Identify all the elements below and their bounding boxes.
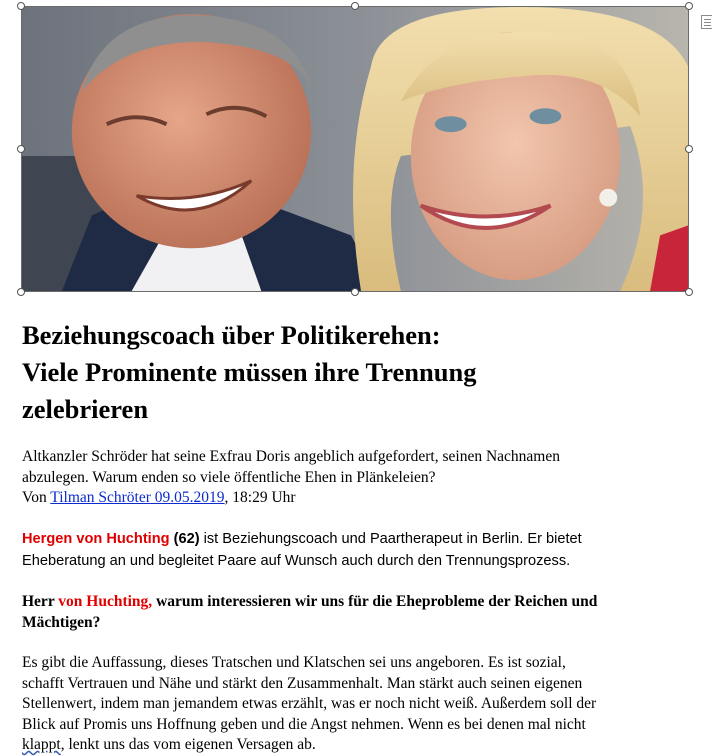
article-lead: [22, 447, 692, 488]
answer-line: , lenkt uns das vom eigenen Versagen ab.: [60, 736, 316, 753]
lead-line: abzulegen. Warum enden so viele öffentliche Ehen in Plänkeleien?: [22, 468, 436, 486]
intro-text: Eheberatung an und begleitet Paare auf Wunsch auch durch den Trennungsprozess.: [22, 553, 571, 569]
resize-handle-top-right[interactable]: [685, 2, 693, 10]
couple-photo-illustration: [22, 7, 688, 291]
headline-line: zelebrieren: [22, 394, 149, 424]
question-text: Mächtigen?: [22, 613, 101, 631]
resize-handle-middle-left[interactable]: [17, 145, 25, 153]
resize-handle-bottom-right[interactable]: [685, 288, 693, 296]
question-name: von Huchting,: [58, 593, 153, 610]
answer-line: Es gibt die Auffassung, dieses Tratschen und Klatschen sei uns angeboren. Es ist sozial,: [22, 654, 566, 671]
byline-time: , 18:29 Uhr: [224, 489, 296, 506]
date-link[interactable]: 09.05.2019: [150, 489, 225, 506]
headline-line: Beziehungscoach über Politikerehen:: [22, 320, 441, 350]
resize-handle-top-center[interactable]: [351, 2, 359, 10]
interviewee-name: Hergen von Huchting: [22, 531, 170, 547]
resize-handle-bottom-center[interactable]: [351, 288, 359, 296]
layout-options-icon[interactable]: [701, 15, 712, 29]
question-text: warum interessieren wir uns für die Eheprobleme der Reichen und: [152, 593, 598, 610]
resize-handle-bottom-left[interactable]: [17, 288, 25, 296]
byline: [22, 488, 296, 509]
lead-line: Altkanzler Schröder hat seine Exfrau Doris angeblich aufgefordert, seinen Nachnamen: [22, 448, 560, 465]
article-headline: [22, 317, 662, 428]
author-link[interactable]: Tilman Schröter: [50, 489, 151, 506]
byline-prefix: Von: [22, 489, 51, 506]
spellcheck-word[interactable]: klappt: [22, 736, 61, 753]
article-photo[interactable]: [21, 6, 689, 292]
answer-line: schafft Vertrauen und Nähe und stärkt den Zusammenhalt. Man stärkt auch seinen eigenen: [22, 674, 583, 692]
question-prefix: Herr: [22, 593, 59, 610]
resize-handle-middle-right[interactable]: [685, 145, 693, 153]
intro-text: ist Beziehungscoach und Paartherapeut in Berlin. Er bietet: [199, 531, 582, 547]
resize-handle-top-left[interactable]: [17, 2, 25, 10]
interviewee-age: (62): [173, 531, 200, 547]
interview-answer: [22, 653, 702, 756]
intro-paragraph: [22, 528, 702, 572]
answer-line: Stellenwert, indem man jemandem etwas erzählt, was er noch nicht weiß. Außerdem soll der: [22, 695, 597, 712]
interview-question: [22, 592, 702, 633]
answer-line: Blick auf Promis uns Hoffnung geben und die Angst nehmen. Wenn es bei denen mal nicht: [22, 715, 586, 733]
headline-line: Viele Prominente müssen ihre Trennung: [22, 357, 477, 387]
